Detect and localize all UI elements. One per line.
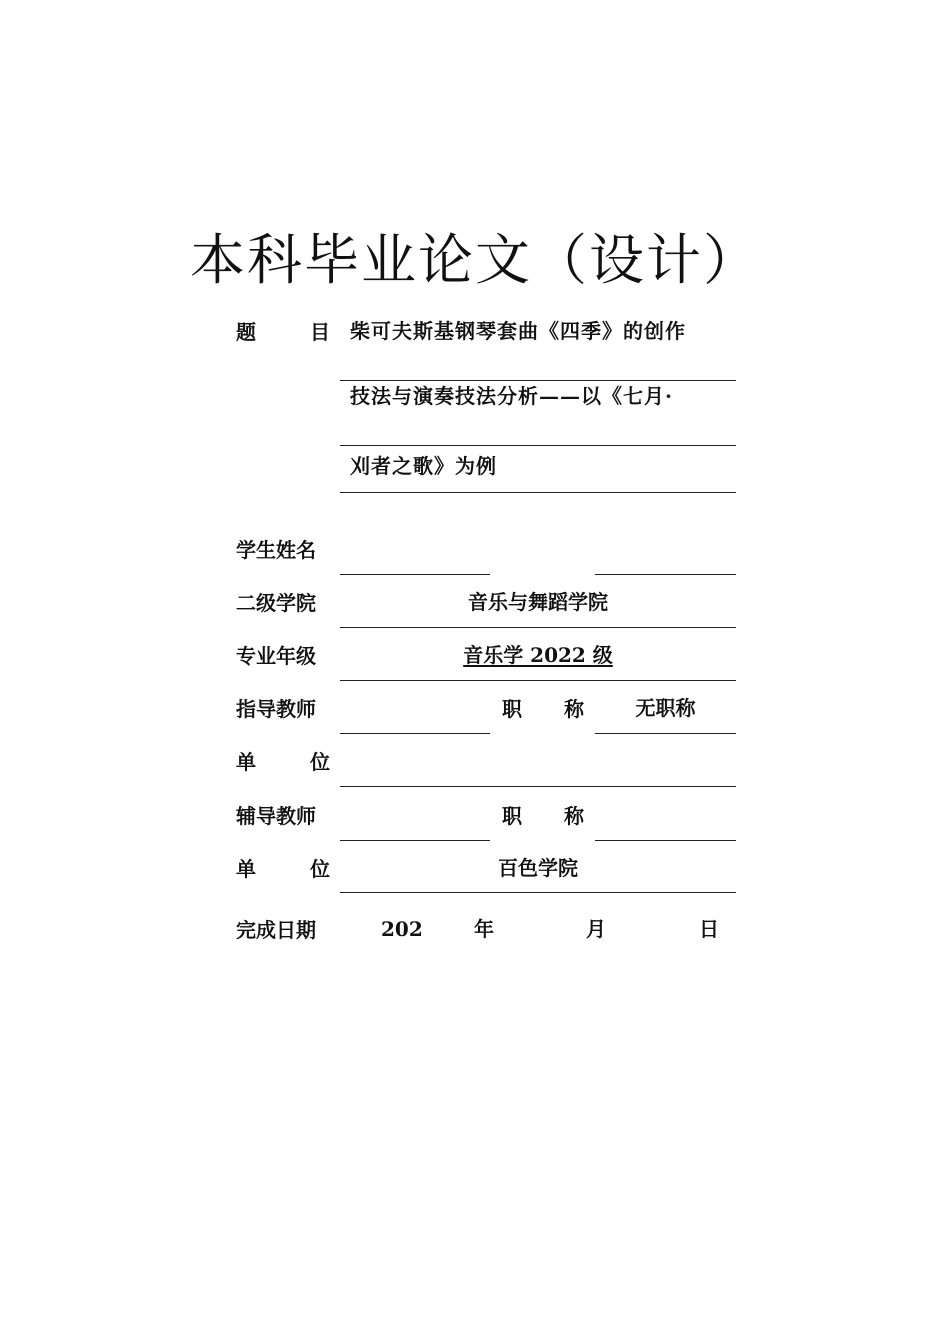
date-year: 202	[381, 917, 423, 941]
advisor-title-label	[502, 697, 584, 721]
college-value: 音乐与舞蹈学院	[468, 590, 608, 614]
advisor-title-underline	[595, 733, 736, 734]
advisor-unit-label-char-1: 单	[236, 750, 256, 774]
topic-underline-3	[340, 492, 736, 493]
student-name-underline-2	[595, 574, 736, 575]
college-label: 二级学院	[236, 591, 316, 615]
advisor-unit-underline	[340, 786, 736, 787]
assistant-title-underline	[595, 840, 736, 841]
topic-line-2: 技法与演奏技法分析——以《七月·	[350, 384, 673, 408]
date-month-unit: 月	[586, 917, 606, 941]
date-year-unit: 年	[474, 917, 494, 941]
date-label: 完成日期	[236, 918, 316, 942]
topic-line-3: 刈者之歌》为例	[350, 454, 497, 478]
major-value-wrap	[340, 642, 736, 668]
assistant-unit-underline	[340, 892, 736, 893]
assistant-unit-value: 百色学院	[498, 856, 578, 880]
advisor-title-label-char-2: 称	[564, 697, 584, 721]
assistant-unit-label-char-1: 单	[236, 857, 256, 881]
student-name-label: 学生姓名	[236, 538, 316, 562]
date-day-unit: 日	[699, 917, 719, 941]
advisor-title-value: 无职称	[635, 696, 696, 720]
advisor-label: 指导教师	[236, 697, 316, 721]
assistant-label: 辅导教师	[236, 804, 316, 828]
topic-label-char-1: 题	[236, 320, 256, 344]
advisor-name-underline	[340, 733, 490, 734]
advisor-unit-label	[236, 750, 330, 774]
topic-label	[236, 320, 330, 344]
topic-underline-1	[340, 380, 736, 381]
major-value: 音乐学 2022 级	[463, 643, 613, 667]
college-underline	[340, 627, 736, 628]
major-underline	[340, 680, 736, 681]
advisor-title-label-char-1: 职	[502, 697, 522, 721]
major-label: 专业年级	[236, 644, 316, 668]
topic-label-char-2: 目	[310, 320, 330, 344]
assistant-title-label-char-1: 职	[502, 804, 522, 828]
document-title: 本科毕业论文（设计）	[189, 228, 760, 292]
topic-line-1: 柴可夫斯基钢琴套曲《四季》的创作	[350, 319, 686, 343]
assistant-title-label	[502, 804, 584, 828]
assistant-unit-label	[236, 857, 330, 881]
assistant-title-label-char-2: 称	[564, 804, 584, 828]
topic-underline-2	[340, 445, 736, 446]
advisor-unit-label-char-2: 位	[310, 750, 330, 774]
student-name-underline-1	[340, 574, 490, 575]
assistant-name-underline	[340, 840, 490, 841]
assistant-unit-label-char-2: 位	[310, 857, 330, 881]
